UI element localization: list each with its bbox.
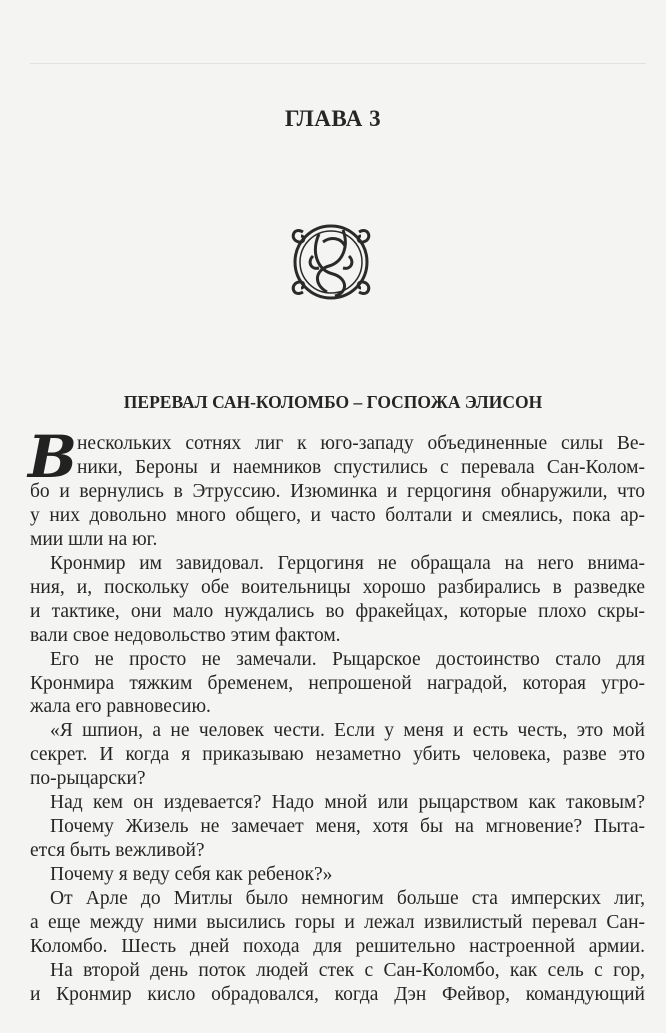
text-line: «Я шпион, а не человек чести. Если у меня и есть честь, это мой [50,720,645,742]
text-line: Кронмира тяжким бременем, непрошеной наградой, которая угро- [30,672,645,694]
text-line: Коломбо. Шесть дней похода для решительно настроенной армии. [30,935,645,957]
text-line: бо и вернулись в Этруссию. Изюминка и герцогиня обнаружили, что [30,480,645,502]
text-line: у них довольно много общего, и часто болтали и смеялись, пока ар- [30,504,645,526]
text-line: ется быть вежливой? [30,840,205,862]
text-line: На второй день поток людей стек с Сан-Коломбо, как сель с гор, [50,959,645,981]
text-line: Его не просто не замечали. Рыцарское достоинство стало для [50,648,645,670]
text-line: Почему я веду себя как ребенок?» [50,864,333,886]
text-line: нескольких сотнях лиг к юго-западу объединенные силы Ве- [77,433,645,454]
text-line: секрет. И когда я приказываю незаметно убить человека, разве это [30,744,645,766]
drop-cap: В [28,423,78,491]
section-subtitle: ПЕРЕВАЛ САН-КОЛОМБО – ГОСПОЖА ЭЛИСОН [123,392,543,412]
chapter-title: ГЛАВА 3 [284,106,382,131]
text-line: ники, Бероны и наемников спустились с перевала Сан-Колом- [77,456,645,478]
text-line: жала его равновесию. [30,696,211,718]
text-line: Почему Жизель не замечает меня, хотя бы на мгновение? Пыта- [50,816,645,838]
celtic-ornament-icon [283,212,379,308]
text-line: а еще между ними высились горы и лежал извилистый перевал Сан- [30,912,645,933]
text-line: и тактике, они мало нуждались во фракейцах, которые плохо скры- [30,600,645,622]
text-line: Кронмир им завидовал. Герцогиня не обращала на него внима- [50,552,645,574]
text-line: и Кронмир кисло обрадовался, когда Дэн Фейвор, командующий [30,983,645,1005]
text-line: Над кем он издевается? Надо мной или рыцарством как таковым? [50,792,645,814]
text-line: ния, и, поскольку обе воительницы хорошо разбирались в разведке [30,576,645,598]
text-line: мии шли на юг. [30,528,158,550]
text-line: по-рыцарски? [30,768,146,790]
text-line: От Арле до Митлы было немногим больше ста имперских лиг, [50,888,645,910]
header-rule [30,63,646,64]
text-line: вали свое недовольство этим фактом. [30,624,341,646]
